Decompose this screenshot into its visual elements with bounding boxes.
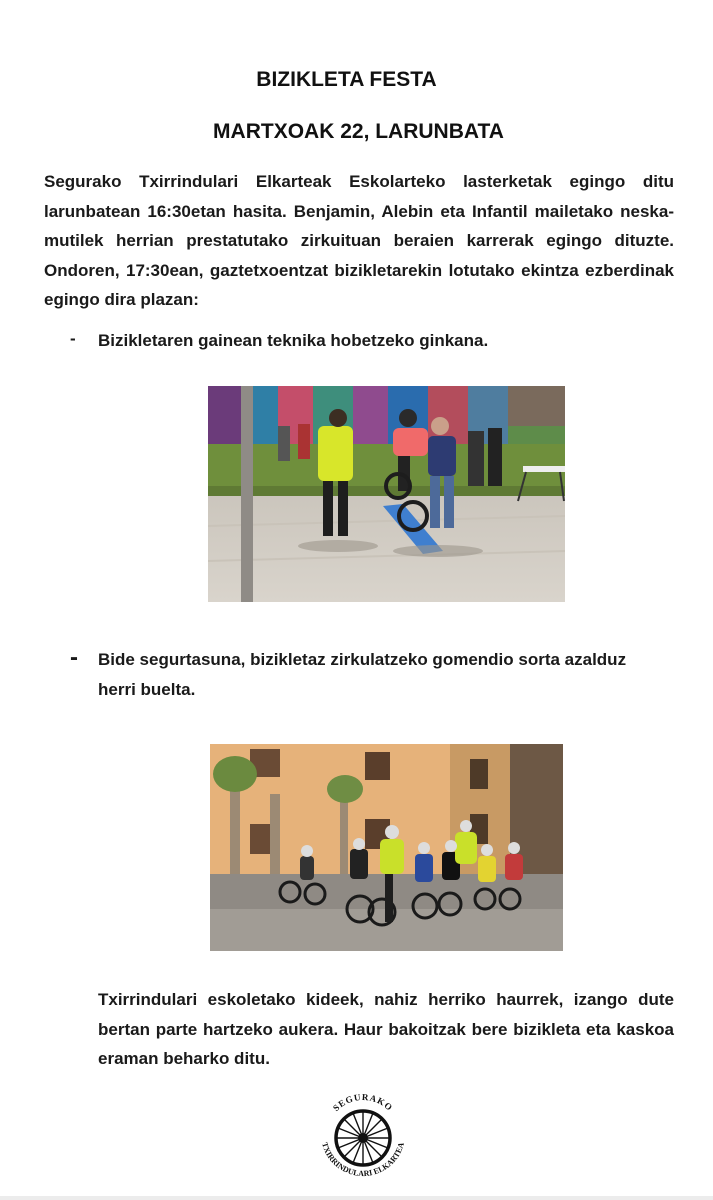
intro-paragraph: Segurako Txirrindulari Elkarteak Eskolarteko lasterketak egingo ditu larunbatean 16:30etan hasita. Benjamin, Alebin eta Infantil mailetako neska-mutilek herrian prestatutako zirkuituan beraien karrerak egingo dituzte. Ondoren, 17:30ean, gaztetxoentzat bizikletarekin lotutako ekintza ezberdinak egingo dira plazan: xyxy=(44,172,674,309)
ginkana-photo xyxy=(208,386,565,602)
closing-paragraph: Txirrindulari eskoletako kideek, nahiz herriko haurrek, izango dute bertan parte hartzeko aukera. Haur bakoitzak bere bizikleta eta kaskoa eraman beharko ditu. xyxy=(98,990,674,1068)
activity-item-bide-segurtasuna: Bide segurtasuna, bizikletaz zirkulatzeko gomendio sorta azalduz herri buelta. xyxy=(98,650,627,699)
ginkana-photo-illustration xyxy=(208,386,565,602)
bike-tour-photo-illustration xyxy=(210,744,563,951)
club-logo xyxy=(313,1086,413,1186)
activity-item-ginkana: Bizikletaren gainean teknika hobetzeko ginkana. xyxy=(98,331,489,350)
bike-tour-photo xyxy=(210,744,563,951)
bullet-dash: - xyxy=(70,644,78,671)
bullet-dash: - xyxy=(70,329,76,348)
page-title: BIZIKLETA FESTA xyxy=(256,68,437,91)
logo-bottom-text: TXIRRINDULARI ELKARTEA xyxy=(320,1141,406,1179)
logo-top-text: SEGURAKO xyxy=(330,1091,395,1114)
bottom-divider xyxy=(0,1196,713,1200)
event-date: MARTXOAK 22, LARUNBATA xyxy=(213,120,504,143)
